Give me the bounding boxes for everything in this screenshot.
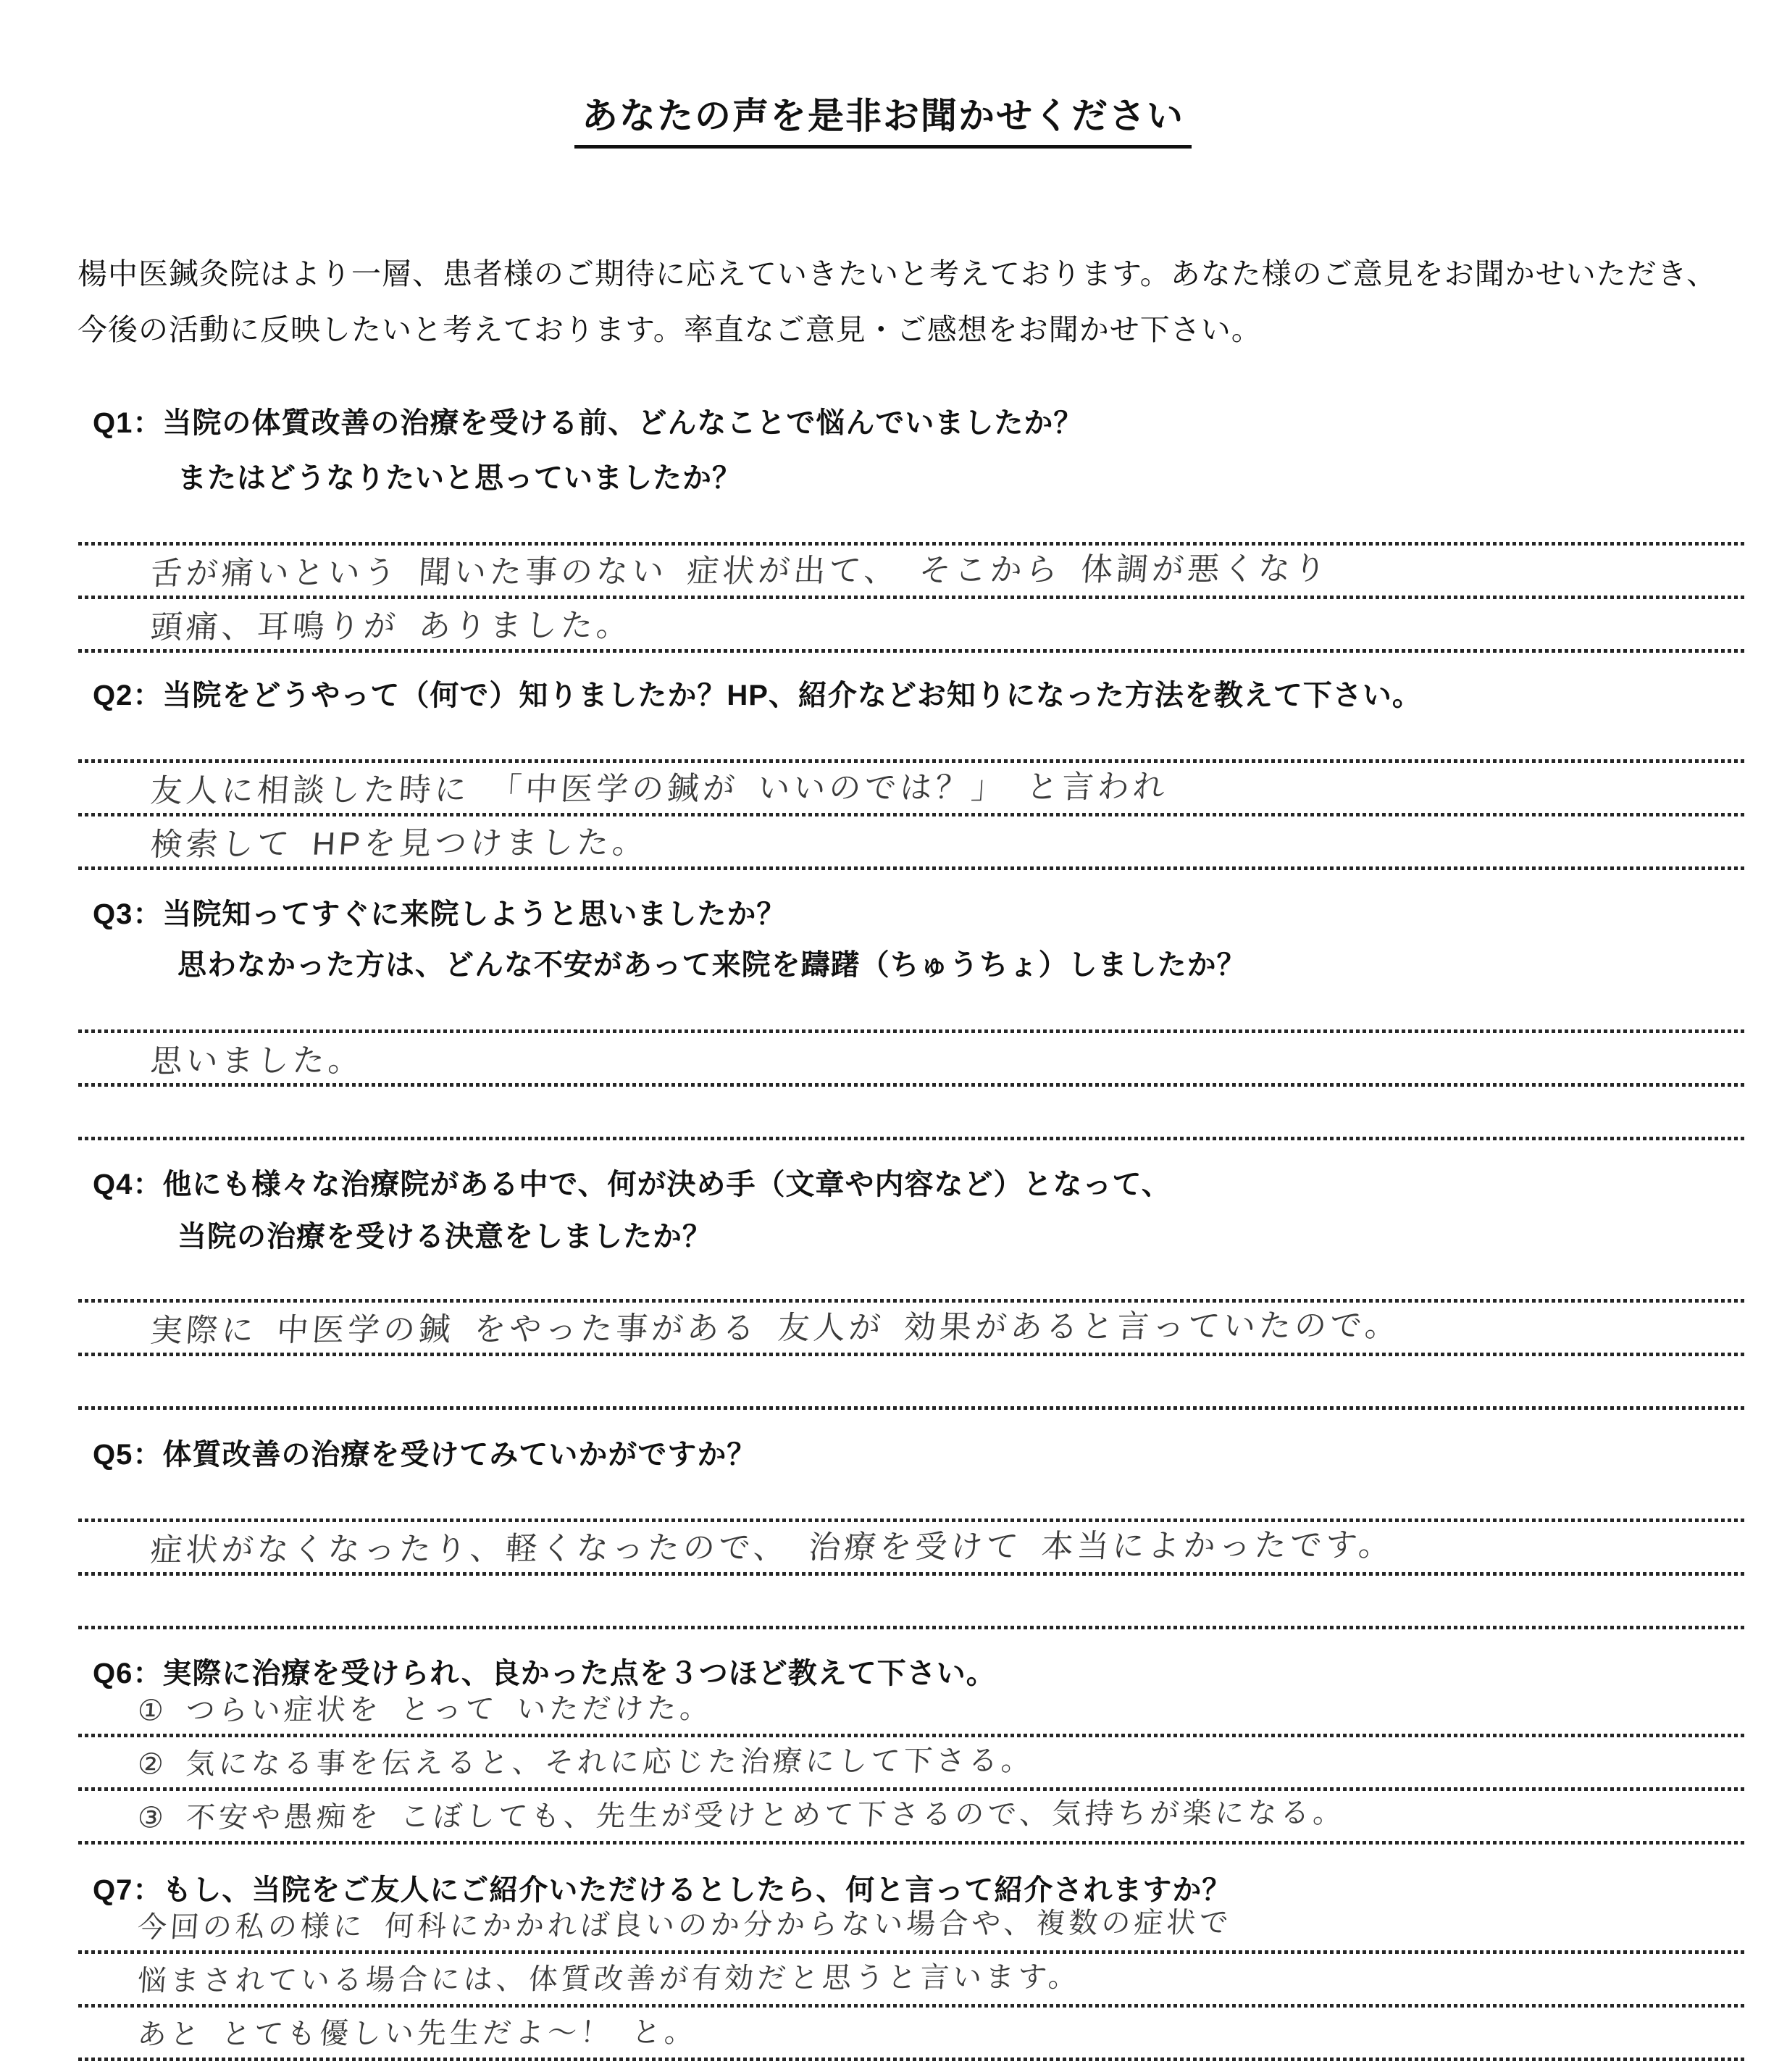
- q1-handwritten-answer-line-1: 舌が痛いという 聞いた事のない 症状が出て、 そこから 体調が悪くなり: [149, 550, 1331, 592]
- q7-answer-area: [78, 1900, 1747, 2061]
- q6-handwritten-answer-line-1: ① つらい症状を とって いただけた。: [136, 1692, 713, 1727]
- q6-handwritten-answer-line-2: ② 気になる事を伝えると、それに応じた治療にして下さる。: [136, 1745, 1035, 1781]
- q4-heading-line-2: 当院の治療を受ける決意をしましたか？: [177, 1221, 712, 1253]
- q2-heading: Q2：当院をどうやって（何で）知りましたか？HP、紹介などお知りになった方法を教えて下さい。: [93, 680, 1422, 711]
- q7-answer-row-3: [78, 2008, 1747, 2058]
- intro-line-2: 今後の活動に反映したいと考えております。率直なご意見・ご感想をお聞かせ下さい。: [78, 313, 1262, 346]
- dotted-line: [78, 1626, 1747, 1629]
- q1-heading-line-2: またはどうなりたいと思っていましたか？: [177, 462, 742, 494]
- dotted-line: [78, 1406, 1747, 1410]
- q6-answer-area: [78, 1684, 1747, 1845]
- q4-heading-line-1: Q4：他にも様々な治療院がある中で、何が決め手（文章や内容など）となって、: [93, 1169, 1171, 1200]
- q1-heading-line-1: Q1：当院の体質改善の治療を受ける前、どんなことで悩んでいましたか？: [93, 407, 1084, 439]
- q7-handwritten-answer-line-1: 今回の私の様に 何科にかかれば良いのか分からない場合や、複数の症状で: [136, 1907, 1233, 1944]
- q6-answer-row-2: [78, 1737, 1747, 1787]
- q5-answer-row-1: [78, 1522, 1747, 1572]
- q2-handwritten-answer-line-1: 友人に相談した時に 「中医学の鍼が いいのでは？」 と言われ: [149, 768, 1170, 809]
- q3-answer-row-1: [78, 1033, 1747, 1083]
- q3-answer-row-2: [78, 1087, 1747, 1137]
- intro-paragraph: [78, 246, 1736, 358]
- q3-answer-area: [78, 1029, 1747, 1140]
- q5-answer-row-2: [78, 1576, 1747, 1626]
- dotted-line: [78, 866, 1747, 870]
- q6-heading: Q6：実際に治療を受けられ、良かった点を３つほど教えて下さい。: [93, 1658, 996, 1689]
- q5-answer-area: [78, 1519, 1747, 1629]
- page-title: あなたの声を是非お聞かせください: [574, 87, 1192, 149]
- q6-answer-row-1: [78, 1684, 1747, 1734]
- q1-answer-row-2: [78, 599, 1747, 649]
- q7-answer-row-1: [78, 1900, 1747, 1950]
- q5-heading: Q5：体質改善の治療を受けてみていかがですか？: [93, 1439, 757, 1471]
- q1-handwritten-answer-line-2: 頭痛、耳鳴りが ありました。: [149, 607, 633, 646]
- q3-handwritten-answer-line-1: 思いました。: [149, 1042, 365, 1079]
- q7-handwritten-answer-line-3: あと とても優しい先生だよ～！ と。: [136, 2016, 698, 2051]
- q7-handwritten-answer-line-2: 悩まされている場合には、体質改善が有効だと思うと言います。: [136, 1960, 1082, 1997]
- q2-answer-row-2: [78, 816, 1747, 866]
- intro-line-1: 楊中医鍼灸院はより一層、患者様のご期待に応えていきたいと考えております。あなた様のご意見をお聞かせいただき、: [78, 257, 1717, 291]
- q1-answer-row-1: [78, 546, 1747, 596]
- q2-answer-area: [78, 759, 1747, 870]
- q3-heading-line-2: 思わなかった方は、どんな不安があって来院を躊躇（ちゅうちょ）しましたか？: [177, 949, 1247, 981]
- q5-handwritten-answer-line-1: 症状がなくなったり、軽くなったので、 治療を受けて 本当によかったです。: [149, 1526, 1395, 1568]
- q4-answer-row-2: [78, 1356, 1747, 1406]
- q6-handwritten-answer-line-3: ③ 不安や愚痴を こぼしても、先生が受けとめて下さるので、気持ちが楽になる。: [136, 1797, 1347, 1834]
- q4-answer-row-1: [78, 1303, 1747, 1353]
- q4-handwritten-answer-line-1: 実際に 中医学の鍼 をやった事がある 友人が 効果があると言っていたので。: [149, 1307, 1402, 1349]
- q3-heading-line-1: Q3：当院知ってすぐに来院しようと思いましたか？: [93, 898, 787, 930]
- q2-answer-row-1: [78, 763, 1747, 813]
- dotted-line: [78, 1137, 1747, 1140]
- q7-answer-row-2: [78, 1954, 1747, 2004]
- q2-handwritten-answer-line-2: 検索して HPを見つけました。: [149, 824, 649, 863]
- q7-heading: Q7：もし、当院をご友人にご紹介いただけるとしたら、何と言って紹介されますか？: [93, 1874, 1232, 1906]
- dotted-line: [78, 1841, 1747, 1845]
- q6-answer-row-3: [78, 1791, 1747, 1841]
- q4-answer-area: [78, 1299, 1747, 1410]
- q1-answer-area: [78, 542, 1747, 653]
- dotted-line: [78, 649, 1747, 653]
- page-title-wrap: [0, 87, 1766, 149]
- dotted-line: [78, 2058, 1747, 2061]
